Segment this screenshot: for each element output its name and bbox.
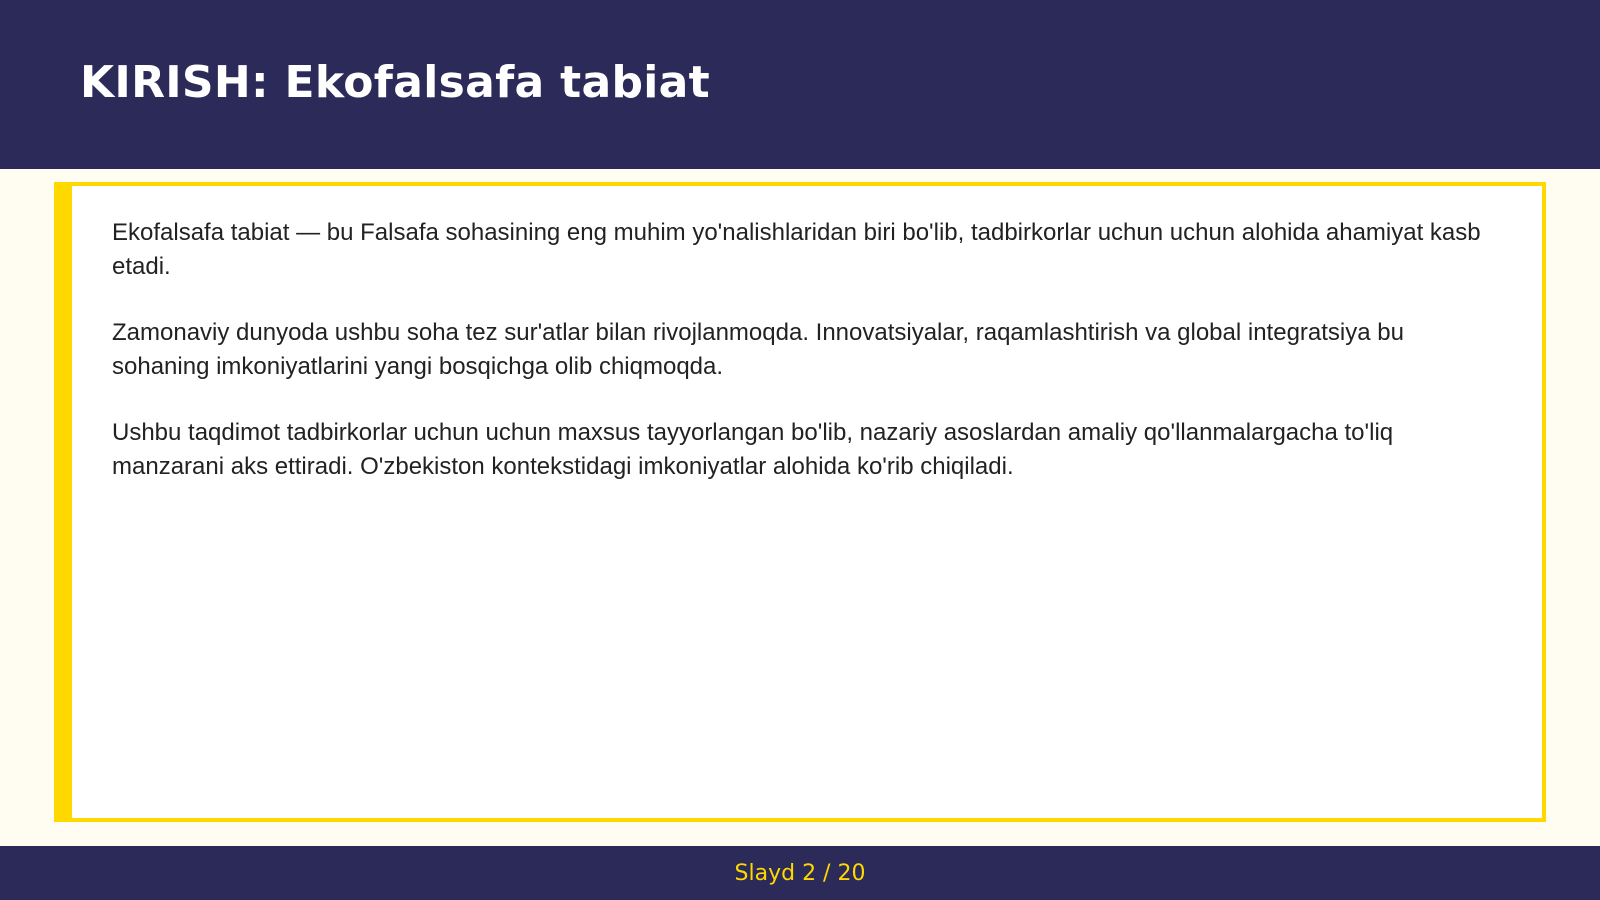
- slide-title: KIRISH: Ekofalsafa tabiat: [80, 57, 710, 108]
- slide-header: [0, 0, 1600, 169]
- content-box: [54, 182, 1546, 822]
- slide-footer: [0, 846, 1600, 900]
- modern-world-paragraph: Zamonaviy dunyoda ushbu soha tez sur'atlar bilan rivojlanmoqda. Innovatsiyalar, raqamlashtirish va global integratsiya bu sohaning imkoniyatlarini yangi bosqichga olib chiqmoqda.: [112, 319, 1404, 380]
- slide-counter: Slayd 2 / 20: [734, 860, 866, 886]
- intro-paragraph: Ekofalsafa tabiat — bu Falsafa sohasining eng muhim yo'nalishlaridan biri bo'lib, tadbirkorlar uchun uchun alohida ahamiyat kasb etadi.: [112, 219, 1481, 280]
- presentation-purpose-paragraph: Ushbu taqdimot tadbirkorlar uchun uchun maxsus tayyorlangan bo'lib, nazariy asoslardan amaliy qo'llanmalargacha to'liq manzarani aks ettiradi. O'zbekiston kontekstidagi imkoniyatlar alohida ko'rib chiqiladi.: [112, 419, 1394, 480]
- paragraph-list: [112, 216, 1506, 516]
